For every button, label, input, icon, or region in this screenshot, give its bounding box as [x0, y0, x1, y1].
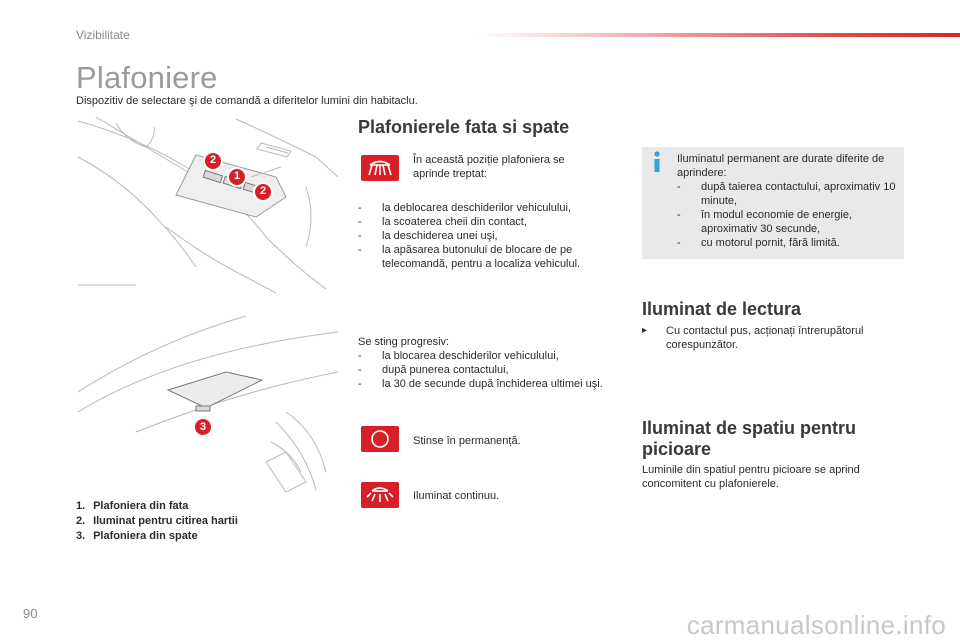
front-ceiling-light-illustration [76, 117, 338, 293]
off-position-lamp-icon [361, 426, 399, 452]
legend-item: 1. Plafoniera din fata [76, 500, 189, 512]
callout-3-label: 3 [199, 421, 207, 433]
list-item: - la apăsarea butonului de blocare de pe telecomandă, pentru a localiza vehiculul. [358, 243, 623, 271]
list-item: - la 30 de secunde după închiderea ultimei uşi. [358, 377, 628, 391]
arrow-bullet-icon: ▸ [642, 325, 648, 336]
footwell-text: Luminile din spatiul pentru picioare se aprind concomitent cu plafonierele. [642, 464, 860, 490]
off-text: Stinse în permanență. [413, 435, 521, 447]
page-subtitle: Dispozitiv de selectare şi de comandă a diferitelor lumini din habitaclu. [76, 95, 418, 107]
on-position-lamp-icon [361, 482, 399, 508]
reading-instruction: ▸ Cu contactul pus, acționați întrerupătorul corespunzător. [642, 325, 864, 351]
callout-1-label: 1 [233, 170, 241, 182]
legend-item: 3. Plafoniera din spate [76, 530, 198, 542]
list-item: - cu motorul pornit, fără limită. [677, 236, 899, 250]
on-text: Iluminat continuu. [413, 490, 500, 502]
callout-2-top-label: 2 [209, 154, 217, 166]
fade-off-text: Se sting progresiv: [358, 336, 450, 348]
reading-heading: Iluminat de lectura [642, 299, 802, 319]
header-bar [478, 33, 960, 37]
list-item: - în modul economie de energie, aproximativ 30 secunde, [677, 208, 899, 236]
legend-item: 2. Iluminat pentru citirea hartii [76, 515, 238, 527]
list-item: - la scoaterea cheii din contact, [358, 215, 623, 229]
list-item: - după taierea contactului, aproximativ 10 minute, [677, 180, 899, 208]
figure-legend [76, 499, 238, 544]
gradual-on-text: În această poziție plafoniera se aprinde treptat: [413, 154, 565, 180]
fade-off-list [358, 349, 628, 391]
page-title: Plafoniere [76, 60, 218, 95]
rear-ceiling-light-illustration [76, 312, 338, 492]
door-position-lamp-icon [361, 155, 399, 181]
front-rear-heading: Plafonierele fata si spate [358, 117, 570, 137]
gradual-on-list [358, 201, 623, 271]
callout-2-bottom-label: 2 [259, 185, 267, 197]
info-intro: Iluminatul permanent are durate diferite de aprindere: [677, 153, 885, 179]
page-number: 90 [23, 606, 38, 621]
section-label: Vizibilitate [76, 28, 130, 42]
footwell-heading: Iluminat de spatiu pentru picioare [642, 418, 857, 459]
list-item: - la blocarea deschiderilor vehiculului, [358, 349, 628, 363]
watermark: carmanualsonline.info [686, 610, 946, 640]
info-list [677, 180, 899, 250]
list-item: - la deschiderea unei uşi, [358, 229, 623, 243]
info-icon [650, 151, 664, 173]
list-item: - după punerea contactului, [358, 363, 628, 377]
list-item: - la deblocarea deschiderilor vehiculului, [358, 201, 623, 215]
